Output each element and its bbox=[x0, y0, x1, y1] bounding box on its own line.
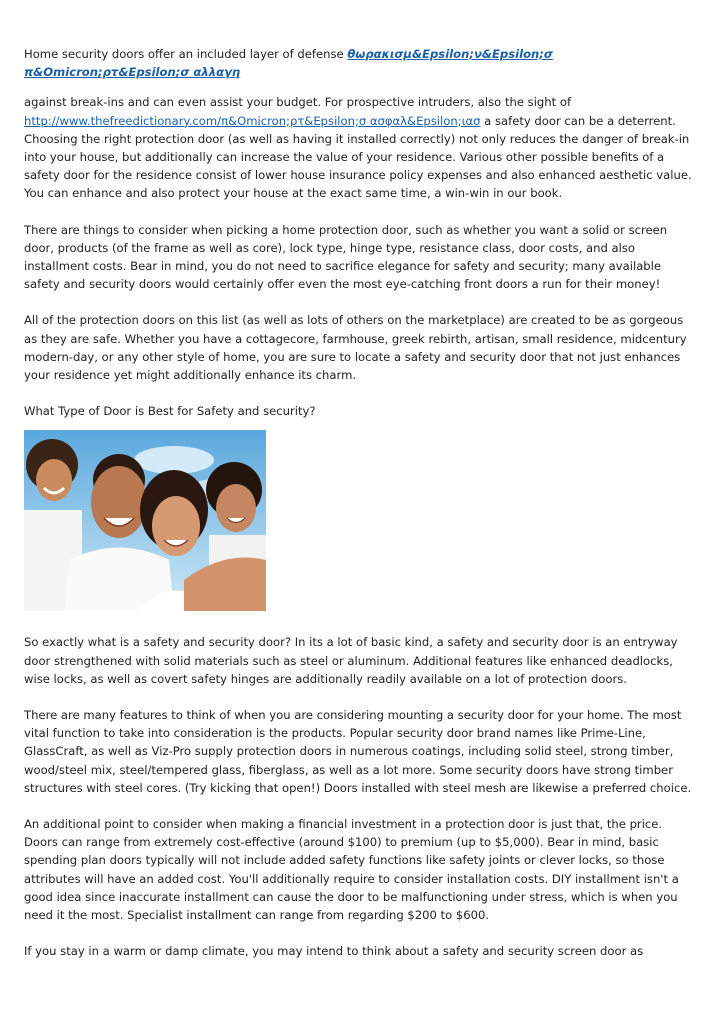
section-heading: What Type of Door is Best for Safety and security? bbox=[24, 404, 316, 419]
intro-paragraph bbox=[24, 45, 696, 81]
article bbox=[24, 45, 696, 979]
title-link[interactable]: θωρακισμ&Epsilon;ν&Epsilon;σ π&Omicron;ρτ&Epsilon;σ αλλαγη bbox=[24, 47, 553, 80]
paragraph-2: There are things to consider when picking a home protection door, such as whether you want a solid or screen door, products (of the frame as well as core), lock type, hinge type, resistance class, door costs, and also installment costs. Bear in mind, you do not need to sacrifice elegance for safety and security; many available safety and security doors would certainly offer even the most eye-catching front doors a run for their money! bbox=[24, 222, 668, 292]
paragraph-1-before-link: against break-ins and can even assist your budget. For prospective intruders, also the sight of bbox=[24, 95, 572, 110]
paragraph-5: There are many features to think of when you are considering mounting a security door for your home. The most vital function to take into consideration is the products. Popular security door brand names like Prime-Line, GlassCraft, as well as Viz-Pro supply protection doors in numerous coatings, including solid steel, strong timber, wood/steel mix, steel/tempered glass, fiberglass, as well as a lot more. Some security doors have strong timber structures with steel cores. (Try kicking that open!) Doors installed with steel mesh are likewise a preferred choice. bbox=[24, 708, 692, 795]
paragraph-1 bbox=[24, 93, 696, 202]
paragraph-1-after-link: a safety door can be a deterrent. Choosing the right protection door (as well as having it installed correctly) not only reduces the danger of break-in into your house, but additionally can increase the value of your residence. Various other possible benefits of a safety door for the residence consist of lower house insurance policy expenses and also enhanced aesthetic value. You can enhance and also protect your house at the exact same time, a win-win in our book. bbox=[24, 113, 692, 201]
paragraph-3: All of the protection doors on this list (as well as lots of others on the marketplace) are created to be as gorgeous as they are safe. Whether you have a cottagecore, farmhouse, greek rebirth, artisan, small residence, midcentury modern-day, or any other style of home, you are sure to locate a safety and security door that not just enhances your residence yet might additionally enhance its charm. bbox=[24, 313, 687, 383]
intro-text: Home security doors offer an included layer of defense bbox=[24, 47, 348, 61]
paragraph-4: So exactly what is a safety and security door? In its a lot of basic kind, a safety and security door is an entryway door strengthened with solid materials such as steel or aluminum. Additional features like enhanced deadlocks, wise locks, as well as covert safety hinges are additionally readily available on a lot of protection doors. bbox=[24, 635, 678, 686]
family-photo bbox=[24, 430, 266, 611]
paragraph-6: An additional point to consider when making a financial investment in a protection door is just that, the price. Doors can range from extremely cost-effective (around $100) to premium (up to $5,000). Bear in mind, basic spending plan doors typically will not include added safety functions like safety joints or clever locks, so those attributes will have an added cost. You'll additionally require to consider installation costs. DIY installment isn't a good idea since inaccurate installment can cause the door to be malfunctioning under stress, which is when you need it the most. Specialist installment can range from regarding $200 to $600. bbox=[24, 817, 679, 923]
paragraph-7: If you stay in a warm or damp climate, you may intend to think about a safety and security screen door as bbox=[24, 944, 644, 959]
dictionary-link[interactable]: http://www.thefreedictionary.com/π&Omicron;ρτ&Epsilon;σ ασφαλ&Epsilon;ιασ bbox=[24, 113, 481, 128]
